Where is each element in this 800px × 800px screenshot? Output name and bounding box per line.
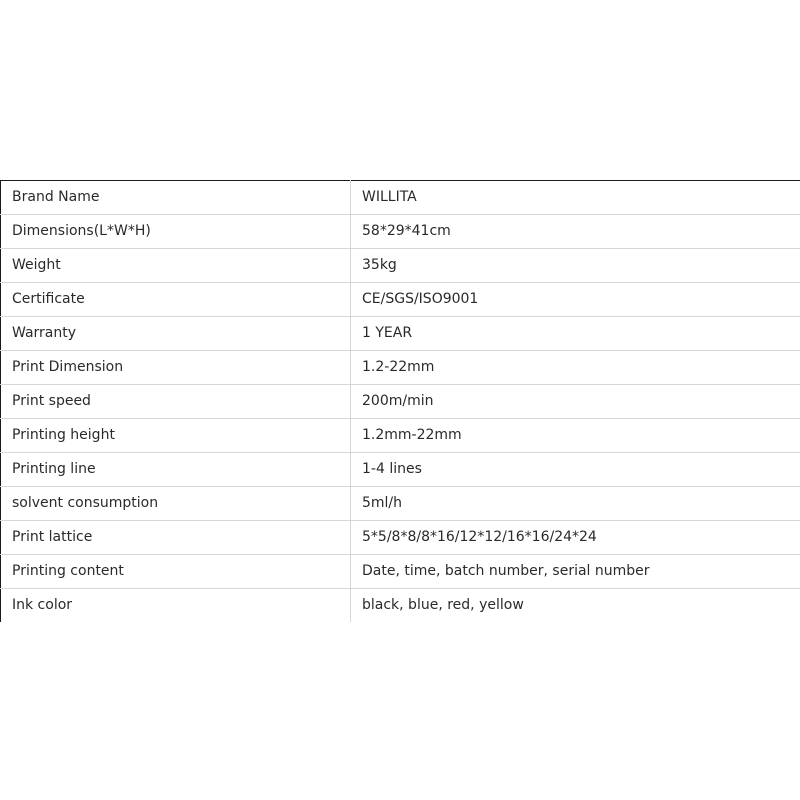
spec-label: Certificate [1, 283, 351, 317]
table-row [1, 453, 800, 487]
spec-value: 1.2-22mm [351, 351, 800, 385]
spec-label: Printing height [1, 419, 351, 453]
spec-label: Printing line [1, 453, 351, 487]
table-row [1, 385, 800, 419]
table-row [1, 317, 800, 351]
spec-label: Print speed [1, 385, 351, 419]
table-row [1, 521, 800, 555]
spec-label: Ink color [1, 589, 351, 623]
spec-value: 5*5/8*8/8*16/12*12/16*16/24*24 [351, 521, 800, 555]
spec-value: 1-4 lines [351, 453, 800, 487]
spec-value: 1.2mm-22mm [351, 419, 800, 453]
spec-table-body [1, 181, 800, 623]
spec-value: black, blue, red, yellow [351, 589, 800, 623]
spec-value: 1 YEAR [351, 317, 800, 351]
table-row [1, 283, 800, 317]
table-row [1, 589, 800, 623]
table-row [1, 351, 800, 385]
spec-value: Date, time, batch number, serial number [351, 555, 800, 589]
table-row [1, 249, 800, 283]
table-row [1, 181, 800, 215]
spec-value: 58*29*41cm [351, 215, 800, 249]
spec-label: Dimensions(L*W*H) [1, 215, 351, 249]
spec-label: Printing content [1, 555, 351, 589]
spec-label: solvent consumption [1, 487, 351, 521]
spec-label: Warranty [1, 317, 351, 351]
spec-value: WILLITA [351, 181, 800, 215]
spec-label: Print Dimension [1, 351, 351, 385]
spec-value: 5ml/h [351, 487, 800, 521]
table-row [1, 555, 800, 589]
spec-value: 200m/min [351, 385, 800, 419]
spec-label: Brand Name [1, 181, 351, 215]
spec-value: 35kg [351, 249, 800, 283]
table-row [1, 487, 800, 521]
spec-table [0, 180, 800, 622]
spec-value: CE/SGS/ISO9001 [351, 283, 800, 317]
table-row [1, 419, 800, 453]
spec-label: Weight [1, 249, 351, 283]
spec-label: Print lattice [1, 521, 351, 555]
table-row [1, 215, 800, 249]
